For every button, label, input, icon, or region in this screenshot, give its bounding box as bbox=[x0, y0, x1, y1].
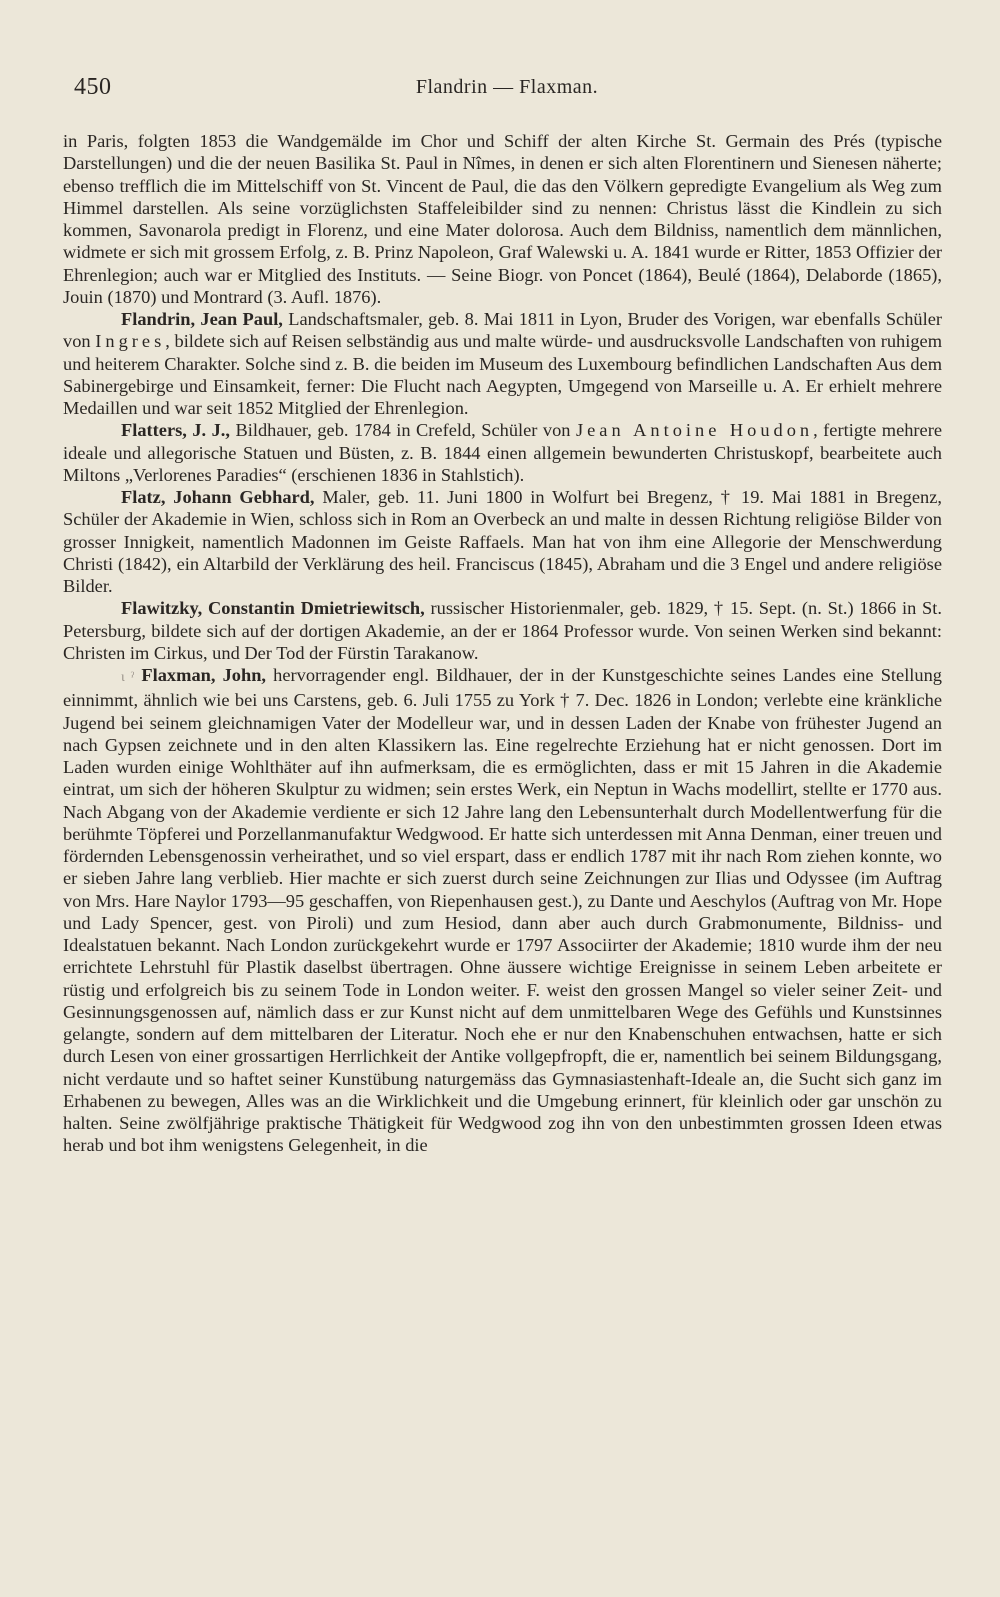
entry-flatz bbox=[63, 486, 942, 597]
spaced-name: Jean Antoine Houdon bbox=[575, 420, 814, 441]
entry-continuation: in Paris, folgten 1853 die Wandgemälde im Chor und Schiff der alten Kirche St. Germain des Prés (typische Darstellungen) und die der neuen Basilika St. Paul in Nîmes, in denen er sich alten Florentinern und Sienesen näherte; ebenso trefflich die im Mittelschiff von St. Vincent de Paul, die das den Völkern gepredigte Evangelium als Weg zum Himmel darstellen. Als seine vorzüglichsten Staffeleibilder sind zu nennen: Christus lässt die Kindlein zu sich kommen, Savonarola predigt in Florenz, und eine Mater dolorosa. Auch dem Bildniss, namentlich dem männlichen, widmete er sich mit grossem Erfolg, z. B. Prinz Napoleon, Graf Walewski u. A. 1841 wurde er Ritter, 1853 Offizier der Ehrenlegion; auch war er Mitglied des Instituts. — Seine Biogr. von Poncet (1864), Beulé (1864), Delaborde (1865), Jouin (1870) und Montrard (3. Aufl. 1876). bbox=[63, 131, 942, 307]
entry-text: Bildhauer, geb. 1784 in Crefeld, Schüler von bbox=[230, 420, 576, 441]
page-number: 450 bbox=[74, 74, 112, 100]
entry-text: Landschaftsmaler, geb. 8. Mai 1811 in Lyon, Bruder des Vorigen, war ebenfalls Schüler von bbox=[63, 309, 942, 352]
entry-flandrin-jean-paul bbox=[63, 308, 942, 419]
running-head: Flandrin — Flaxman. bbox=[415, 76, 599, 98]
entry-text: , fertigte mehrere ideale und allegorische Statuen und Büsten, z. B. 1844 einen allgemein bewunderten Christuskopf, bearbeitete auch Miltons „Verlorenes Paradies“ (erschienen 1836 in Stahlstich). bbox=[63, 420, 942, 485]
entry-text: , bildete sich auf Reisen selbständig aus und malte würde- und ausdrucksvolle Landschaften von ruhigem und heiterem Charakter. Solche sind z. B. die beiden im Museum des Luxembourg befindlichen Landschaften Aus dem Sabinergebirge und Einsamkeit, ferner: Die Flucht nach Aegypten, Umgegend von Marseille u. A. Er erhielt mehrere Medaillen und war seit 1852 Mitglied der Ehrenlegion. bbox=[63, 331, 942, 418]
entry-headword: Flandrin, Jean Paul, bbox=[121, 309, 283, 329]
entry-text: Maler, geb. 11. Juni 1800 in Wolfurt bei Bregenz, † 19. Mai 1881 in Bregenz, Schüler der Akademie in Wien, schloss sich in Rom an Overbeck an und malte in dessen Richtung religiöse Bilder von grosser Innigkeit, namentlich Madonnen im Geiste Raffaels. Man hat von ihm eine Allegorie der Menschwerdung Christi (1842), ein Altarbild der Verklärung des heil. Franciscus (1845), Abraham und die 3 Engel und andere religiöse Bilder. bbox=[63, 487, 942, 596]
entry-flaxman bbox=[63, 664, 942, 1157]
entry-text: russischer Historienmaler, geb. 1829, † 15. Sept. (n. St.) 1866 in St. Petersburg, bildete sich auf der dortigen Akademie, an der er 1864 Professor wurde. Von seinen Werken sind bekannt: Christen im Cirkus, und Der Tod der Fürstin Tarakanow. bbox=[63, 598, 942, 663]
entry-text: hervorragender engl. Bildhauer, der in der Kunstgeschichte seines Landes eine Stellung einnimmt, ähnlich wie bei uns Carstens, geb. 6. Juli 1755 zu York † 7. Dec. 1826 in London; verlebte eine kränkliche Jugend bei seinem gleichnamigen Vater der Modelleur war, und in dessen Laden der Knabe von frühester Jugend an nach Gypsen zeichnete und in den alten Klassikern las. Eine regelrechte Erziehung hat er nicht genossen. Dort im Laden wurden einige Wohlthäter auf ihn aufmerksam, die es ermöglichten, dass er mit 15 Jahren in die Akademie eintrat, um sich der höheren Skulptur zu widmen; sein erstes Werk, ein Neptun in Wachs modellirt, stellte er 1770 aus. Nach Abgang von der Akademie verdiente er sich 12 Jahre lang den Lebensunterhalt durch Modellentwerfung für die berühmte Töpferei und Porzellanmanufaktur Wedgwood. Er hatte sich unterdessen mit Anna Denman, einer treuen und fördernden Lebensgenossin verheirathet, und so viel erspart, dass er endlich 1787 mit ihr nach Rom ziehen konnte, wo er sieben Jahre lang verblieb. Hier machte er sich zuerst durch seine Zeichnungen zur Ilias und Odyssee (im Auftrag von Mrs. Hare Naylor 1793—95 geschaffen, von Riepenhausen gest.), zu Dante und Aeschylos (Auftrag von Mr. Hope und Lady Spencer, gest. von Piroli) und zum Hesiod, dann aber auch durch Grabmonumente, Bildniss- und Idealstatuen bekannt. Nach London zurückgekehrt wurde er 1797 Associirter der Akademie; 1810 wurde ihm der neu errichtete Lehrstuhl für Plastik daselbst übertragen. Ohne äussere wichtige Ereignisse in seinem Leben arbeitete er rüstig und erfolgreich bis zu seinem Tode in London weiter. F. weist den grossen Mangel so vieler seiner Zeit- und Gesinnungsgenossen auf, nämlich dass er zur Kunst nicht auf dem unmittelbaren Wege des Gefühls und Kunstsinnes gelangte, sondern auf dem mittelbaren der Literatur. Noch ehe er nur den Knabenschuhen entwachsen, hatte er sich durch Lesen von einer grossartigen Herrlichkeit der Antike vollgepfropft, die er, namentlich bei seinem Bildungsgang, nicht verdaute und so haftet seiner Kunstübung naturgemäss das Gymnasiastenhaft-Ideale an, die Sucht sich ganz im Erhabenen zu bewegen, Alles was an die Wirklichkeit und die Umgebung erinnert, für kleinlich oder gar unschön zu halten. Seine zwölfjährige praktische Thätigkeit für Wedgwood zog ihn von den unbestimmten grossen Ideen etwas herab und bot ihm wenigstens Gelegenheit, in die bbox=[63, 665, 943, 1156]
entry-headword: Flatters, J. J., bbox=[121, 420, 231, 441]
entry-flawitzky bbox=[63, 597, 942, 664]
spaced-name: Ingres bbox=[95, 331, 166, 352]
entry-headword: Flatz, Johann Gebhard, bbox=[121, 487, 315, 507]
entry-headword: Flaxman, John, bbox=[141, 665, 267, 685]
body-text bbox=[63, 130, 942, 1157]
entry-headword: Flawitzky, Constantin Dmietriewitsch, bbox=[121, 598, 425, 619]
margin-mark: ɩ ˀ bbox=[121, 670, 135, 685]
entry-flatters bbox=[63, 419, 942, 486]
page-header bbox=[74, 74, 940, 108]
